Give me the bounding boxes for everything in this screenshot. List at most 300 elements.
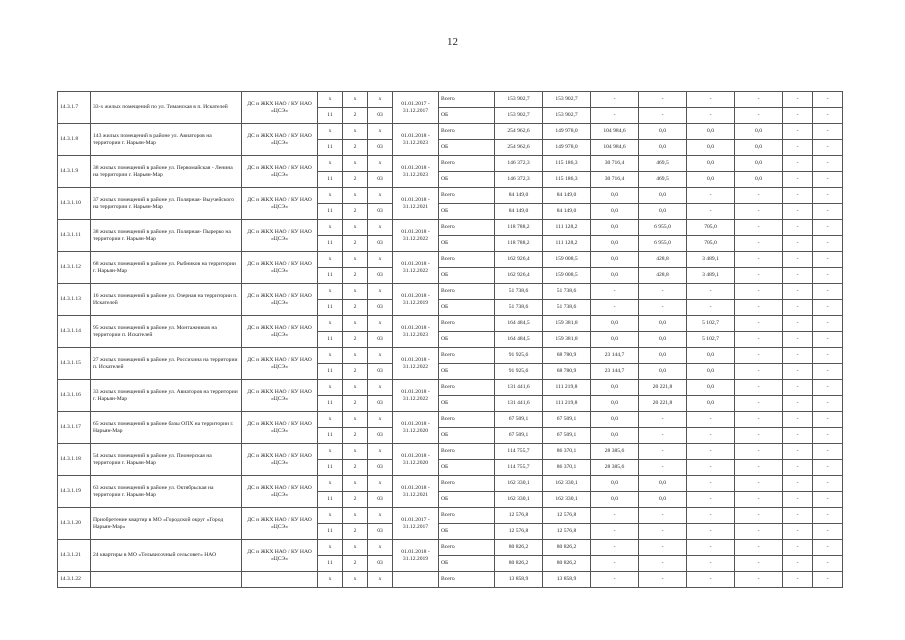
amount-cell: 153 902,7 <box>495 108 543 124</box>
amount-cell: - <box>813 364 843 380</box>
amount-cell: - <box>783 396 813 412</box>
amount-cell: 0,0 <box>591 332 639 348</box>
amount-cell: - <box>783 92 813 108</box>
funding-source: ОБ <box>439 108 495 124</box>
table-row <box>58 316 843 332</box>
budget-code-cell: 03 <box>368 236 393 252</box>
budget-code-cell: x <box>318 124 343 140</box>
budget-code-cell: 2 <box>343 172 368 188</box>
amount-cell: - <box>687 300 735 316</box>
amount-cell: 80 826,2 <box>495 556 543 572</box>
amount-cell: 80 826,2 <box>543 556 591 572</box>
budget-code-cell: x <box>318 412 343 428</box>
budget-code-cell: x <box>318 444 343 460</box>
funding-source: ОБ <box>439 396 495 412</box>
amount-cell: - <box>813 300 843 316</box>
funding-source: ОБ <box>439 172 495 188</box>
activity-term: 01.01.2018 - 31.12.2023 <box>393 124 439 156</box>
amount-cell: 6 955,0 <box>639 236 687 252</box>
amount-cell: 84 149,0 <box>543 188 591 204</box>
amount-cell: 0,0 <box>591 428 639 444</box>
amount-cell: - <box>813 108 843 124</box>
budget-code-cell: x <box>368 508 393 524</box>
activity-code: 14.3.1.10 <box>58 188 91 220</box>
amount-cell: - <box>813 348 843 364</box>
amount-cell: - <box>813 124 843 140</box>
funding-source: ОБ <box>439 140 495 156</box>
amount-cell: - <box>783 492 813 508</box>
budget-code-cell: x <box>343 572 368 588</box>
amount-cell: 0,0 <box>639 124 687 140</box>
amount-cell: - <box>735 300 783 316</box>
amount-cell: - <box>813 572 843 588</box>
amount-cell: - <box>783 284 813 300</box>
amount-cell: - <box>783 524 813 540</box>
activity-name: 33-х жилых помещений по ул. Тиманская в п. Искателей <box>91 92 242 124</box>
budget-code-cell: x <box>368 252 393 268</box>
amount-cell: 13 858,9 <box>495 572 543 588</box>
budget-code-cell: x <box>343 412 368 428</box>
amount-cell: - <box>735 412 783 428</box>
amount-cell: 0,0 <box>591 316 639 332</box>
amount-cell: 0,0 <box>639 188 687 204</box>
activity-executor: ДС и ЖКХ НАО / КУ НАО «ЦСЭ» <box>242 284 318 316</box>
amount-cell: 428,8 <box>639 268 687 284</box>
amount-cell: 104 984,6 <box>591 140 639 156</box>
amount-cell: - <box>813 284 843 300</box>
amount-cell: 0,0 <box>639 332 687 348</box>
amount-cell: - <box>783 380 813 396</box>
amount-cell: 51 738,6 <box>495 284 543 300</box>
amount-cell: - <box>687 524 735 540</box>
budget-code-cell: x <box>343 252 368 268</box>
funding-source: Всего <box>439 284 495 300</box>
amount-cell: - <box>735 268 783 284</box>
amount-cell: 469,5 <box>639 156 687 172</box>
amount-cell: - <box>783 124 813 140</box>
activity-code: 14.3.1.14 <box>58 316 91 348</box>
amount-cell: 12 576,8 <box>495 524 543 540</box>
table-row <box>58 444 843 460</box>
funding-source: ОБ <box>439 556 495 572</box>
activity-name: 16 жилых помещений в районе ул. Озерная на территории п. Искателей <box>91 284 242 316</box>
amount-cell: 0,0 <box>591 476 639 492</box>
amount-cell: - <box>591 284 639 300</box>
table-row <box>58 508 843 524</box>
table-row <box>58 252 843 268</box>
activity-name: 63 жилых помещений в районе ул. Октябрьская на территории г. Нарьян-Мар <box>91 476 242 508</box>
activity-executor: ДС и ЖКХ НАО / КУ НАО «ЦСЭ» <box>242 540 318 572</box>
budget-code-cell: x <box>343 444 368 460</box>
budget-code-cell: 11 <box>318 428 343 444</box>
amount-cell: 68 780,9 <box>543 364 591 380</box>
table-row <box>58 348 843 364</box>
amount-cell: 0,0 <box>687 156 735 172</box>
amount-cell: - <box>813 412 843 428</box>
activity-name: Приобретение квартир в МО «Городской округ «Город Нарьян-Мар» <box>91 508 242 540</box>
budget-code-cell: 11 <box>318 396 343 412</box>
amount-cell: - <box>783 364 813 380</box>
activity-name: 24 квартиры в МО «Тельвисочный сельсовет» НАО <box>91 540 242 572</box>
amount-cell: 0,0 <box>639 316 687 332</box>
amount-cell: - <box>813 492 843 508</box>
amount-cell: 0,0 <box>735 156 783 172</box>
amount-cell: - <box>735 508 783 524</box>
activity-name: 27 жилых помещений в районе ул. Россихина на территории п. Искателей <box>91 348 242 380</box>
amount-cell: 0,0 <box>591 220 639 236</box>
amount-cell: 0,0 <box>687 124 735 140</box>
activity-code: 14.3.1.22 <box>58 572 91 588</box>
amount-cell: - <box>813 156 843 172</box>
budget-code-cell: 03 <box>368 492 393 508</box>
amount-cell: - <box>687 284 735 300</box>
table-row <box>58 92 843 108</box>
budget-code-cell: x <box>343 540 368 556</box>
amount-cell: - <box>783 156 813 172</box>
funding-source: ОБ <box>439 428 495 444</box>
budget-code-cell: 2 <box>343 108 368 124</box>
amount-cell: - <box>687 540 735 556</box>
amount-cell: 0,0 <box>591 236 639 252</box>
budget-code-cell: 11 <box>318 556 343 572</box>
amount-cell: 114 755,7 <box>495 444 543 460</box>
amount-cell: - <box>783 540 813 556</box>
amount-cell: 115 186,3 <box>543 172 591 188</box>
amount-cell: 30 716,4 <box>591 172 639 188</box>
amount-cell: 67 509,1 <box>495 428 543 444</box>
amount-cell: - <box>783 236 813 252</box>
funding-source: Всего <box>439 92 495 108</box>
budget-code-cell: x <box>368 572 393 588</box>
amount-cell: 164 484,5 <box>495 316 543 332</box>
budget-code-cell: x <box>318 348 343 364</box>
amount-cell: 6 955,0 <box>639 220 687 236</box>
amount-cell: 162 330,1 <box>495 476 543 492</box>
amount-cell: - <box>735 572 783 588</box>
amount-cell: 159 381,8 <box>543 332 591 348</box>
activity-code: 14.3.1.13 <box>58 284 91 316</box>
table-row <box>58 124 843 140</box>
budget-code-cell: 03 <box>368 396 393 412</box>
funding-source: ОБ <box>439 364 495 380</box>
amount-cell: 30 716,4 <box>591 156 639 172</box>
budget-code-cell: x <box>318 220 343 236</box>
activity-code: 14.3.1.12 <box>58 252 91 284</box>
amount-cell: - <box>591 572 639 588</box>
budget-code-cell: x <box>318 540 343 556</box>
amount-cell: 162 330,1 <box>495 492 543 508</box>
amount-cell: - <box>813 332 843 348</box>
amount-cell: 146 372,3 <box>495 156 543 172</box>
budget-code-cell: x <box>343 156 368 172</box>
amount-cell: - <box>735 316 783 332</box>
activity-executor: ДС и ЖКХ НАО / КУ НАО «ЦСЭ» <box>242 220 318 252</box>
budget-code-cell: 11 <box>318 108 343 124</box>
funding-source: Всего <box>439 412 495 428</box>
funding-source: ОБ <box>439 268 495 284</box>
amount-cell: 254 962,6 <box>495 124 543 140</box>
amount-cell: - <box>735 492 783 508</box>
budget-code-cell: x <box>368 284 393 300</box>
amount-cell: 67 509,1 <box>543 428 591 444</box>
funding-source: Всего <box>439 540 495 556</box>
amount-cell: 84 149,0 <box>495 188 543 204</box>
amount-cell: 51 738,6 <box>543 284 591 300</box>
table-row <box>58 412 843 428</box>
budget-code-cell: x <box>343 348 368 364</box>
amount-cell: - <box>639 412 687 428</box>
amount-cell: - <box>591 540 639 556</box>
funding-source: Всего <box>439 348 495 364</box>
budget-code-cell: 03 <box>368 364 393 380</box>
amount-cell: 80 826,2 <box>543 540 591 556</box>
amount-cell: 0,0 <box>639 492 687 508</box>
budget-code-cell: x <box>368 476 393 492</box>
amount-cell: - <box>687 188 735 204</box>
budget-code-cell: x <box>318 284 343 300</box>
budget-code-cell: 11 <box>318 364 343 380</box>
amount-cell: 118 788,2 <box>495 220 543 236</box>
amount-cell: 153 902,7 <box>543 108 591 124</box>
amount-cell: - <box>813 220 843 236</box>
amount-cell: 705,0 <box>687 220 735 236</box>
amount-cell: - <box>735 108 783 124</box>
amount-cell: - <box>813 188 843 204</box>
budget-code-cell: x <box>343 92 368 108</box>
budget-code-cell: x <box>368 540 393 556</box>
amount-cell: - <box>591 524 639 540</box>
table-row <box>58 188 843 204</box>
amount-cell: 164 484,5 <box>495 332 543 348</box>
amount-cell: 0,0 <box>639 348 687 364</box>
amount-cell: 0,0 <box>591 412 639 428</box>
activity-code: 14.3.1.15 <box>58 348 91 380</box>
amount-cell: 86 370,1 <box>543 460 591 476</box>
amount-cell: - <box>639 300 687 316</box>
funding-source: Всего <box>439 476 495 492</box>
page-number: 12 <box>447 36 458 48</box>
budget-code-cell: 11 <box>318 492 343 508</box>
amount-cell: - <box>783 172 813 188</box>
amount-cell: - <box>813 252 843 268</box>
amount-cell: 0,0 <box>639 476 687 492</box>
amount-cell: - <box>783 572 813 588</box>
amount-cell: - <box>813 524 843 540</box>
budget-code-cell: 2 <box>343 460 368 476</box>
budget-code-cell: x <box>368 220 393 236</box>
amount-cell: - <box>735 428 783 444</box>
activity-code: 14.3.1.8 <box>58 124 91 156</box>
amount-cell: - <box>735 460 783 476</box>
amount-cell: - <box>639 540 687 556</box>
amount-cell: - <box>813 556 843 572</box>
activity-executor: ДС и ЖКХ НАО / КУ НАО «ЦСЭ» <box>242 412 318 444</box>
budget-code-cell: 2 <box>343 140 368 156</box>
amount-cell: 0,0 <box>639 140 687 156</box>
amount-cell: 0,0 <box>687 172 735 188</box>
activity-executor: ДС и ЖКХ НАО / КУ НАО «ЦСЭ» <box>242 252 318 284</box>
budget-code-cell: x <box>318 572 343 588</box>
activity-name: 95 жилых помещений в районе ул. Монтажников на территории п. Искателей <box>91 316 242 348</box>
amount-cell: - <box>591 108 639 124</box>
budget-code-cell: 03 <box>368 524 393 540</box>
budget-code-cell: x <box>343 124 368 140</box>
activity-name: 68 жилых помещений в районе ул. Рыбников на территории г. Нарьян-Мар <box>91 252 242 284</box>
amount-cell: - <box>687 572 735 588</box>
amount-cell: 84 149,0 <box>543 204 591 220</box>
amount-cell: - <box>639 108 687 124</box>
amount-cell: - <box>687 92 735 108</box>
amount-cell: - <box>687 444 735 460</box>
table-row <box>58 540 843 556</box>
amount-cell: 3 489,1 <box>687 252 735 268</box>
funding-source: Всего <box>439 508 495 524</box>
amount-cell: 5 102,7 <box>687 332 735 348</box>
amount-cell: - <box>735 556 783 572</box>
budget-code-cell: 2 <box>343 268 368 284</box>
amount-cell: - <box>813 204 843 220</box>
activity-code: 14.3.1.11 <box>58 220 91 252</box>
amount-cell: 118 788,2 <box>495 236 543 252</box>
amount-cell: - <box>813 540 843 556</box>
amount-cell: 28 385,6 <box>591 444 639 460</box>
budget-code-cell: 2 <box>343 492 368 508</box>
amount-cell: - <box>591 508 639 524</box>
funding-source: ОБ <box>439 492 495 508</box>
amount-cell: - <box>813 380 843 396</box>
table-row <box>58 156 843 172</box>
activity-term: 01.01.2018 - 31.12.2023 <box>393 156 439 188</box>
amount-cell: - <box>735 540 783 556</box>
amount-cell: 0,0 <box>687 348 735 364</box>
amount-cell: - <box>813 460 843 476</box>
amount-cell: - <box>783 476 813 492</box>
amount-cell: - <box>687 508 735 524</box>
activity-term <box>393 572 439 588</box>
activity-name: 54 жилых помещений в районе ул. Пионерская на территории г. Нарьян-Мар <box>91 444 242 476</box>
budget-code-cell: x <box>368 412 393 428</box>
amount-cell: 146 372,3 <box>495 172 543 188</box>
activity-executor: ДС и ЖКХ НАО / КУ НАО «ЦСЭ» <box>242 348 318 380</box>
budget-code-cell: 03 <box>368 172 393 188</box>
activity-executor: ДС и ЖКХ НАО / КУ НАО «ЦСЭ» <box>242 316 318 348</box>
amount-cell: - <box>735 380 783 396</box>
amount-cell: 0,0 <box>735 172 783 188</box>
budget-code-cell: 03 <box>368 268 393 284</box>
budget-code-cell: x <box>368 124 393 140</box>
budget-code-cell: 2 <box>343 556 368 572</box>
budget-code-cell: 11 <box>318 204 343 220</box>
amount-cell: 28 385,6 <box>591 460 639 476</box>
amount-cell: - <box>687 460 735 476</box>
activity-code: 14.3.1.9 <box>58 156 91 188</box>
amount-cell: - <box>783 428 813 444</box>
amount-cell: 80 826,2 <box>495 540 543 556</box>
amount-cell: - <box>735 284 783 300</box>
amount-cell: 20 221,8 <box>639 380 687 396</box>
funding-source: Всего <box>439 124 495 140</box>
funding-source: Всего <box>439 220 495 236</box>
amount-cell: 159 381,8 <box>543 316 591 332</box>
funding-source: ОБ <box>439 332 495 348</box>
amount-cell: 51 738,6 <box>495 300 543 316</box>
amount-cell: 149 978,0 <box>543 124 591 140</box>
amount-cell: 84 149,0 <box>495 204 543 220</box>
activity-executor: ДС и ЖКХ НАО / КУ НАО «ЦСЭ» <box>242 476 318 508</box>
amount-cell: - <box>813 140 843 156</box>
budget-code-cell: 03 <box>368 108 393 124</box>
amount-cell: - <box>783 460 813 476</box>
budget-code-cell: x <box>318 508 343 524</box>
amount-cell: 115 186,3 <box>543 156 591 172</box>
amount-cell: 149 978,0 <box>543 140 591 156</box>
funding-source: Всего <box>439 444 495 460</box>
amount-cell: 0,0 <box>591 492 639 508</box>
amount-cell: 0,0 <box>639 204 687 220</box>
budget-code-cell: 2 <box>343 396 368 412</box>
amount-cell: 3 489,1 <box>687 268 735 284</box>
activity-code: 14.3.1.19 <box>58 476 91 508</box>
amount-cell: 0,0 <box>591 396 639 412</box>
amount-cell: - <box>813 428 843 444</box>
amount-cell: 0,0 <box>591 380 639 396</box>
amount-cell: 153 902,7 <box>495 92 543 108</box>
budget-code-cell: 03 <box>368 204 393 220</box>
activity-term: 01.01.2017 - 31.12.2017 <box>393 92 439 124</box>
budget-code-cell: 2 <box>343 236 368 252</box>
activity-executor: ДС и ЖКХ НАО / КУ НАО «ЦСЭ» <box>242 92 318 124</box>
amount-cell: - <box>783 412 813 428</box>
amount-cell: - <box>639 284 687 300</box>
amount-cell: - <box>735 188 783 204</box>
amount-cell: - <box>735 332 783 348</box>
amount-cell: - <box>639 460 687 476</box>
budget-code-cell: x <box>318 380 343 396</box>
funding-source: Всего <box>439 572 495 588</box>
amount-cell: - <box>639 444 687 460</box>
activity-name: 37 жилых помещений в районе ул. Полярная- Выучейского на территории г. Нарьян-Мар <box>91 188 242 220</box>
amount-cell: - <box>735 348 783 364</box>
amount-cell: 111 128,2 <box>543 236 591 252</box>
table-row <box>58 572 843 588</box>
activity-executor: ДС и ЖКХ НАО / КУ НАО «ЦСЭ» <box>242 156 318 188</box>
amount-cell: - <box>783 300 813 316</box>
amount-cell: - <box>783 332 813 348</box>
activity-term: 01.01.2018 - 31.12.2023 <box>393 316 439 348</box>
amount-cell: 114 755,7 <box>495 460 543 476</box>
budget-code-cell: x <box>368 444 393 460</box>
amount-cell: 111 219,8 <box>543 380 591 396</box>
activity-executor <box>242 572 318 588</box>
budget-code-cell: 03 <box>368 140 393 156</box>
activity-name: 143 жилых помещений в районе ул. Авиаторов на территории г. Нарьян-Мар <box>91 124 242 156</box>
amount-cell: - <box>783 556 813 572</box>
amount-cell: 0,0 <box>687 380 735 396</box>
activity-name: 33 жилых помещений в районе ул. Авиаторов на территории г. Нарьян-Мар <box>91 380 242 412</box>
budget-code-cell: x <box>368 188 393 204</box>
activity-executor: ДС и ЖКХ НАО / КУ НАО «ЦСЭ» <box>242 444 318 476</box>
budget-code-cell: 11 <box>318 332 343 348</box>
budget-code-cell: x <box>368 348 393 364</box>
funding-source: ОБ <box>439 524 495 540</box>
activity-term: 01.01.2018 - 31.12.2022 <box>393 252 439 284</box>
amount-cell: - <box>687 412 735 428</box>
budget-code-cell: x <box>343 284 368 300</box>
amount-cell: 159 008,5 <box>543 268 591 284</box>
amount-cell: - <box>813 92 843 108</box>
amount-cell: - <box>783 140 813 156</box>
budget-code-cell: x <box>343 316 368 332</box>
